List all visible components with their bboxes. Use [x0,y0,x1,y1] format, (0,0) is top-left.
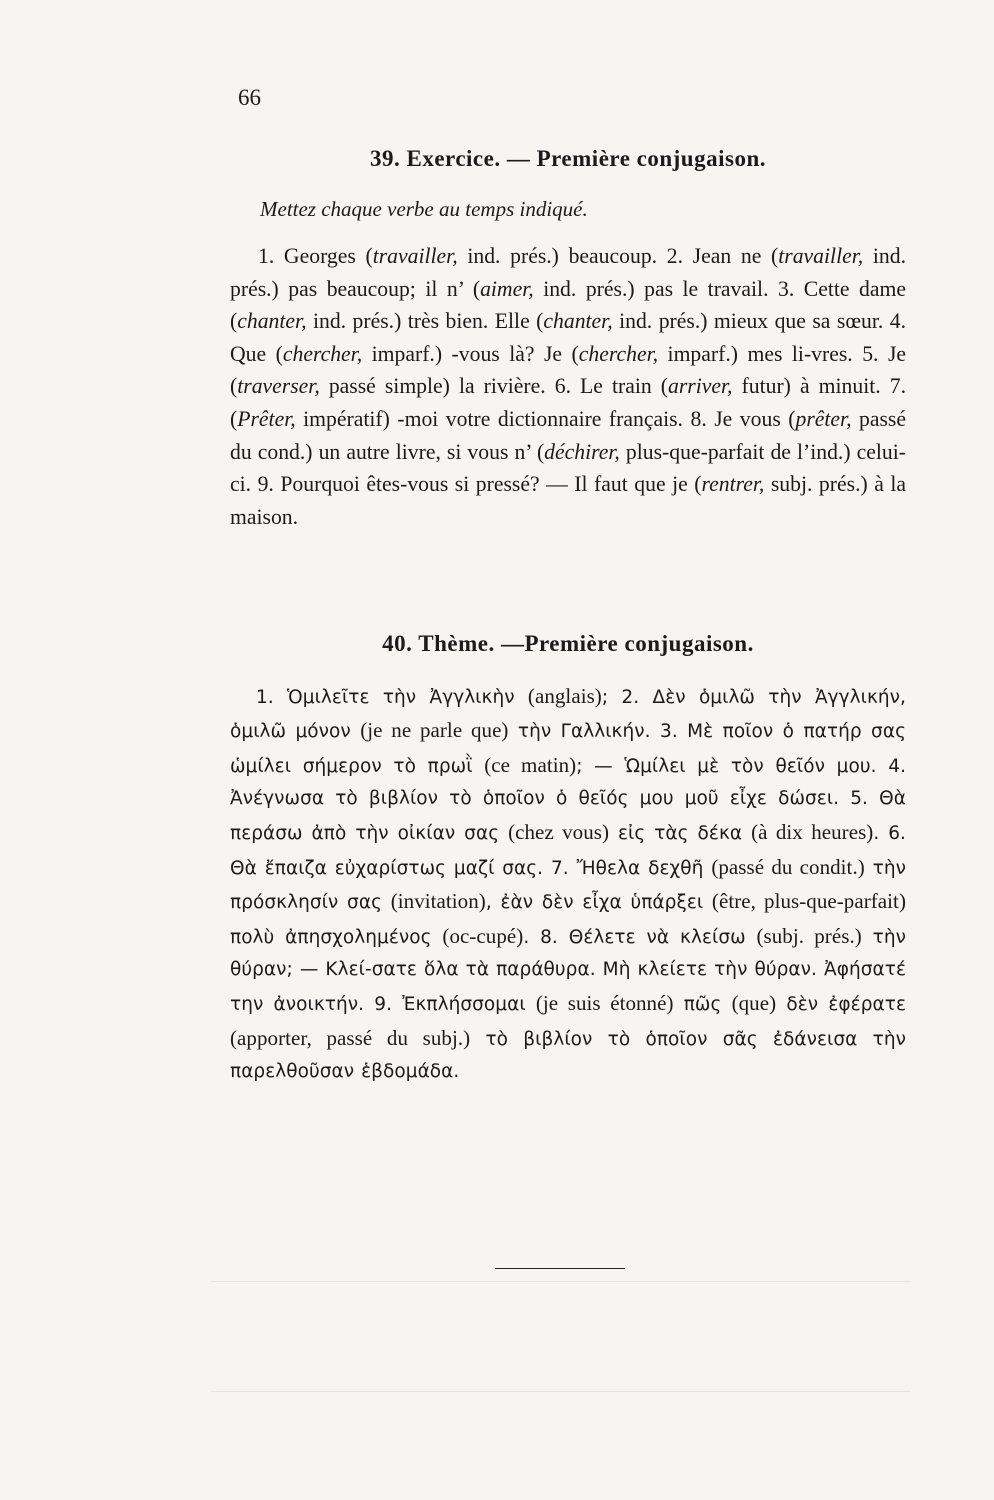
exercise-39-heading: 39. Exercice. — Première conjugaison. [369,146,766,171]
french-gloss: (anglais) [527,683,602,708]
theme-40-heading: 40. Thème. —Première conjugaison. [382,631,754,656]
greek-text-segment: τὴν πρόσκλησίν σας [230,857,907,914]
greek-text-segment: , ἐὰν δὲν εἶχα ὑπάρξει [485,892,712,914]
exercise-39-verb: rentrer, [701,472,765,497]
exercise-39-text: imparf.) -vous là? Je ( [362,341,579,366]
greek-text-segment: πολὺ ἀπησχολημένος [230,926,443,948]
theme-40-body [230,680,906,1089]
french-gloss: (je ne parle que) [360,718,509,743]
french-gloss: (apporter, passé du subj.) [230,1025,471,1050]
exercise-39-text: subj. prés.) à la maison. [230,472,906,529]
exercise-39-verb: aimer, [480,276,534,301]
french-gloss: (subj. prés.) [756,923,862,948]
french-gloss: (invitation) [390,889,486,914]
french-gloss: (chez vous) [508,819,610,844]
french-gloss: (passé du condit.) [711,854,865,879]
exercise-39-body [230,240,906,533]
french-gloss: (je suis étonné) [535,990,674,1015]
french-gloss: (à dix heures) [751,819,874,844]
exercise-39-verb: travailler, [372,243,458,268]
exercise-39-verb: traverser, [237,374,320,399]
french-gloss: (que) [731,990,777,1015]
exercise-39-text: passé simple) la rivière. 6. Le train ( [319,374,668,399]
greek-text-segment: . 8. Θέλετε νὰ κλείσω [523,926,757,948]
exercise-39-text: impératif) -moi votre dictionnaire français. 8. Je vous ( [295,406,796,431]
exercise-39-verb: arriver, [668,374,733,399]
greek-text-segment: 1. Ὁμιλεῖτε τὴν Ἀγγλικὴν [256,686,528,708]
exercise-39-verb: Prêter, [237,406,296,431]
page-number: 66 [238,85,261,110]
exercise-39-text: ind. prés.) pas le travail. 3. Cette dame ( [230,276,906,334]
greek-text-segment: ; — Ὡμίλει μὲ τὸν θεῖόν μου. 4. Ἀνέγνωσα τὸ βιβλίον τὸ ὁποῖον ὁ θεῖός μου μοῦ εἶχε δώσει. 5. Θὰ περάσω ἀπὸ τὴν οἰκίαν σας [230,755,907,844]
exercise-39-verb: chercher, [282,341,363,366]
greek-text-segment: . 6. Θὰ ἔπαιζα εὐχαρίστως μαζί σας. 7. Ἤθελα δεχθῆ [230,822,906,879]
exercise-39-text: futur) à minuit. 7. ( [230,374,907,431]
greek-text-segment: τὸ βιβλίον τὸ ὁποῖον σᾶς ἐδάνεισα τὴν παρελθοῦσαν ἑβδομάδα. [230,1028,906,1083]
exercise-39-verb: travailler, [778,243,864,268]
exercise-39-verb: chercher, [578,341,659,366]
exercise-39-instruction: Mettez chaque verbe au temps indiqué. [260,196,588,221]
exercise-39-text: 1. Georges ( [258,243,373,268]
exercise-39-text: ind. prés.) très bien. Elle ( [306,309,544,334]
french-gloss: (être, plus-que-parfait) [711,889,906,914]
exercise-39-text: ind. prés.) pas beaucoup; il n’ ( [230,243,907,301]
greek-text-segment: εἰς τὰς δέκα [609,822,752,844]
exercise-39-text: ind. prés.) mieux que sa sœur. 4. Que ( [230,309,906,366]
greek-text-segment: δὲν ἐφέρατε [776,993,906,1015]
greek-text-segment: τὴν Γαλλικήν. 3. Μὲ ποῖον ὁ πατήρ σας ὡμίλει σήμερον τὸ πρωῒ [230,721,906,777]
exercise-39-text: ind. prés.) beaucoup. 2. Jean ne ( [457,243,779,268]
exercise-39-verb: déchirer, [544,439,620,464]
greek-text-segment: πῶς [673,993,732,1015]
exercise-39-verb: prêter, [795,406,852,431]
exercise-39-text: imparf.) mes li-vres. 5. Je ( [230,341,907,399]
exercise-39-section [230,145,906,533]
greek-text-segment: ; 2. Δὲν ὁμιλῶ τὴν Ἀγγλικήν, ὁμιλῶ μόνον [230,686,906,743]
exercise-39-verb: chanter, [543,309,613,334]
exercise-39-text: passé du cond.) un autre livre, si vous n’ ( [230,406,906,464]
greek-text-segment: τὴν θύραν; — Κλεί-σατε ὅλα τὰ παράθυρα. Μὴ κλείετε τὴν θύραν. Ἀφήσατέ την ἀνοικτήν. 9. Ἐκπλήσσομαι [230,926,906,1015]
french-gloss: (ce matin) [484,752,577,777]
section-divider [495,1268,625,1269]
exercise-39-text: plus-que-parfait de l’ind.) celui-ci. 9. Pourquoi êtes-vous si pressé? — Il faut que je ( [230,439,906,497]
exercise-39-verb: chanter, [237,309,307,334]
french-gloss: (oc-cupé) [442,923,524,948]
theme-40-section [230,630,906,1089]
